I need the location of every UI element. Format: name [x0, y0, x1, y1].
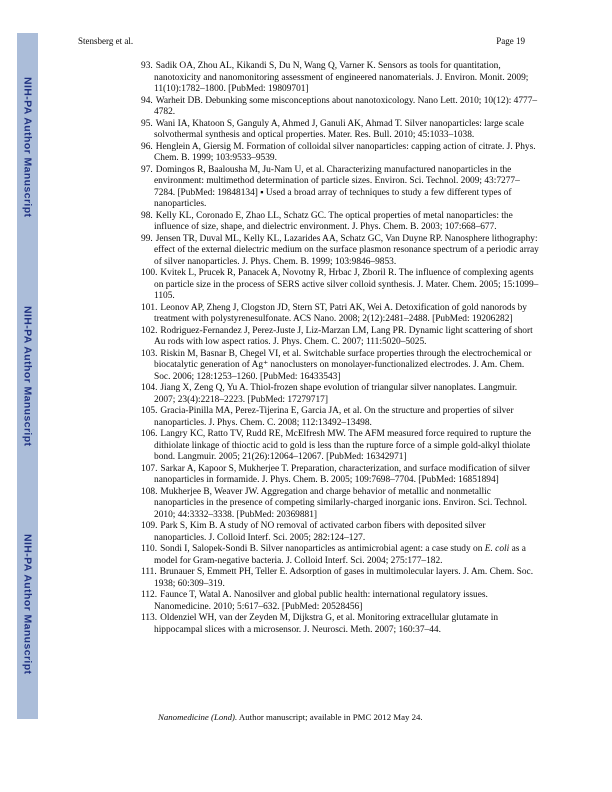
- journal-name: Nanomedicine (Lond).: [158, 712, 238, 722]
- reference-item: [141, 590, 539, 613]
- reference-item: [141, 349, 539, 384]
- reference-text: Jensen TR, Duval ML, Kelly KL, Lazarides AA, Schatz GC, Van Duyne RP. Nanosphere lithography: effect of the external dielectric medium on the surface plasmon resonance spectrum of a periodic array of silver nanoparticles. J. Phys. Chem. B. 1999; 103:9846–9853.: [154, 233, 539, 267]
- reference-number: 106.: [141, 429, 158, 439]
- reference-number: 99.: [141, 233, 153, 244]
- reference-text: Sondi I, Salopek-Sondi B. Silver nanoparticles as antimicrobial agent: a case study on E. coli as a model for Gram-negative bacteria. J. Colloid Interf. Sci. 2004; 275:177–182.: [154, 544, 526, 566]
- reference-text: Langry KC, Ratto TV, Rudd RE, McElfresh MW. The AFM measured force required to rupture the dithiolate linkage of thioctic acid to gold is less than the rupture force of a simple gold-alkyl thiolate bond. Langmuir. 2005; 21(26):12064–12067. [PubMed: 16342971]: [154, 429, 532, 462]
- reference-item: [141, 119, 539, 142]
- reference-number: 96.: [141, 141, 153, 152]
- reference-item: [141, 567, 539, 590]
- reference-item: [141, 211, 539, 234]
- reference-number: 100.: [141, 268, 158, 278]
- nihpa-watermark-label: NIH-PA Author Manuscript: [21, 305, 34, 447]
- reference-number: 103.: [141, 348, 158, 359]
- footer-availability-text: Author manuscript; available in PMC 2012 May 24.: [237, 712, 423, 722]
- running-head: [78, 36, 525, 46]
- running-head-author: Stensberg et al.: [78, 36, 134, 46]
- reference-item: [141, 165, 539, 211]
- reference-item: [141, 406, 539, 429]
- reference-item: [141, 487, 539, 522]
- citation-footer: [158, 712, 423, 722]
- reference-list: [141, 61, 539, 636]
- reference-text: Sarkar A, Kapoor S, Mukherjee T. Preparation, characterization, and surface modification of silver nanoparticles in formamide. J. Phys. Chem. B. 2005; 109:7698–7704. [PubMed: 16851894]: [154, 463, 530, 485]
- reference-item: [141, 142, 539, 165]
- reference-text: Riskin M, Basnar B, Chegel VI, et al. Switchable surface properties through the electrochemical or biocatalytic generation of Ag⁺ nanoclusters on monolayer-functionalized electrodes. J. Am. Chem. Soc. 2006; 128:1253–1260. [PubMed: 16433543]: [154, 348, 532, 382]
- reference-text: Leonov AP, Zheng J, Clogston JD, Stern ST, Patri AK, Wei A. Detoxification of gold nanorods by treatment with polystyrenesulfonate. ACS Nano. 2008; 2(12):2481–2488. [PubMed: 19206282]: [154, 302, 527, 324]
- reference-number: 101.: [141, 302, 158, 313]
- reference-number: 98.: [141, 210, 153, 221]
- reference-text: Rodriguez-Fernandez J, Perez-Juste J, Liz-Marzan LM, Lang PR. Dynamic light scattering of short Au rods with low aspect ratios. J. Phys. Chem. C. 2007; 111:5020–5025.: [154, 325, 533, 347]
- reference-item: [141, 521, 539, 544]
- reference-number: 109.: [141, 521, 158, 531]
- reference-text: Warheit DB. Debunking some misconceptions about nanotoxicology. Nano Lett. 2010; 10(12): 4777–4782.: [154, 95, 538, 117]
- reference-item: [141, 303, 539, 326]
- reference-number: 95.: [141, 118, 153, 129]
- reference-text: Park S, Kim B. A study of NO removal of activated carbon fibers with deposited silver nanoparticles. J. Colloid Interf. Sci. 2005; 282:124–127.: [154, 521, 486, 543]
- reference-item: [141, 61, 539, 96]
- reference-number: 107.: [141, 463, 158, 474]
- nihpa-watermark-label: NIH-PA Author Manuscript: [21, 534, 34, 675]
- reference-text: Gracia-Pinilla MA, Perez-Tijerina E, Garcia JA, et al. On the structure and properties of silver nanoparticles. J. Phys. Chem. C. 2008; 112:13492–13498.: [154, 406, 514, 428]
- reference-item: [141, 383, 539, 406]
- reference-text: Brunauer S, Emmett PH, Teller E. Adsorption of gases in multimolecular layers. J. Am. Chem. Soc. 1938; 60:309–319.: [154, 567, 534, 589]
- reference-number: 108.: [141, 486, 158, 497]
- reference-number: 110.: [141, 544, 158, 554]
- reference-item: [141, 544, 539, 567]
- reference-text: Oldenziel WH, van der Zeyden M, Dijkstra G, et al. Monitoring extracellular glutamate in hippocampal slices with a microsensor. J. Neurosci. Meth. 2007; 160:37–44.: [154, 613, 499, 635]
- reference-item: [141, 464, 539, 487]
- nihpa-sidebar-band: [17, 33, 38, 719]
- reference-number: 111.: [141, 567, 157, 577]
- reference-number: 112.: [141, 590, 158, 600]
- reference-text: Domingos R, Baalousha M, Ju-Nam U, et al. Characterizing manufactured nanoparticles in the environment: multimethod determination of particle sizes. Environ. Sci. Technol. 2009; 43:7277–7284. [PubMed: 19848134] ▪ Used a broad array of techniques to study a few different types of nanoparticles.: [154, 164, 520, 209]
- reference-item: [141, 268, 539, 303]
- reference-text: Mukherjee B, Weaver JW. Aggregation and charge behavior of metallic and nonmetallic nanoparticles in the presence of competing similarly-charged inorganic ions. Environ. Sci. Technol. 2010; 44:3332–3338. [PubMed: 20369881]: [154, 486, 527, 520]
- reference-item: [141, 96, 539, 119]
- reference-number: 94.: [141, 95, 153, 106]
- reference-text: Jiang X, Zeng Q, Yu A. Thiol-frozen shape evolution of triangular silver nanoplates. Langmuir. 2007; 23(4):2218–2223. [PubMed: 17279717]: [154, 383, 518, 405]
- reference-text: Sadik OA, Zhou AL, Kikandi S, Du N, Wang Q, Varner K. Sensors as tools for quantitation, nanotoxicity and nanomonitoring assessment of engineered nanomaterials. J. Environ. Monit. 2009; 11(10):1782–1800. [PubMed: 19809701]: [154, 61, 529, 94]
- reference-text: Kvitek L, Prucek R, Panacek A, Novotny R, Hrbac J, Zboril R. The influence of complexing agents on particle size in the process of SERS active silver colloid synthesis. J. Mater. Chem. 2005; 15:1099–1105.: [154, 268, 539, 301]
- reference-number: 102.: [141, 325, 158, 336]
- reference-item: [141, 234, 539, 269]
- reference-number: 104.: [141, 383, 158, 393]
- reference-number: 93.: [141, 61, 153, 71]
- reference-number: 105.: [141, 406, 158, 416]
- reference-item: [141, 326, 539, 349]
- reference-text: Henglein A, Giersig M. Formation of colloidal silver nanoparticles: capping action of citrate. J. Phys. Chem. B. 1999; 103:9533–9539.: [154, 141, 536, 163]
- reference-text: Wani IA, Khatoon S, Ganguly A, Ahmed J, Ganuli AK, Ahmad T. Silver nanoparticles: large scale solvothermal synthesis and optical properties. Mater. Res. Bull. 2010; 45:1033–1038.: [154, 118, 524, 140]
- reference-text: Faunce T, Watal A. Nanosilver and global public health: international regulatory issues. Nanomedicine. 2010; 5:617–632. [PubMed: 20528456]: [154, 590, 488, 612]
- reference-text: Kelly KL, Coronado E, Zhao LL, Schatz GC. The optical properties of metal nanoparticles: the influence of size, shape, and dielectric environment. J. Phys. Chem. B. 2003; 107:668–677.: [154, 210, 513, 232]
- nihpa-watermark-label: NIH-PA Author Manuscript: [21, 77, 34, 218]
- reference-number: 113.: [141, 613, 158, 623]
- page-number: Page 19: [496, 36, 525, 46]
- reference-item: [141, 429, 539, 464]
- reference-number: 97.: [141, 164, 153, 175]
- reference-item: [141, 613, 539, 636]
